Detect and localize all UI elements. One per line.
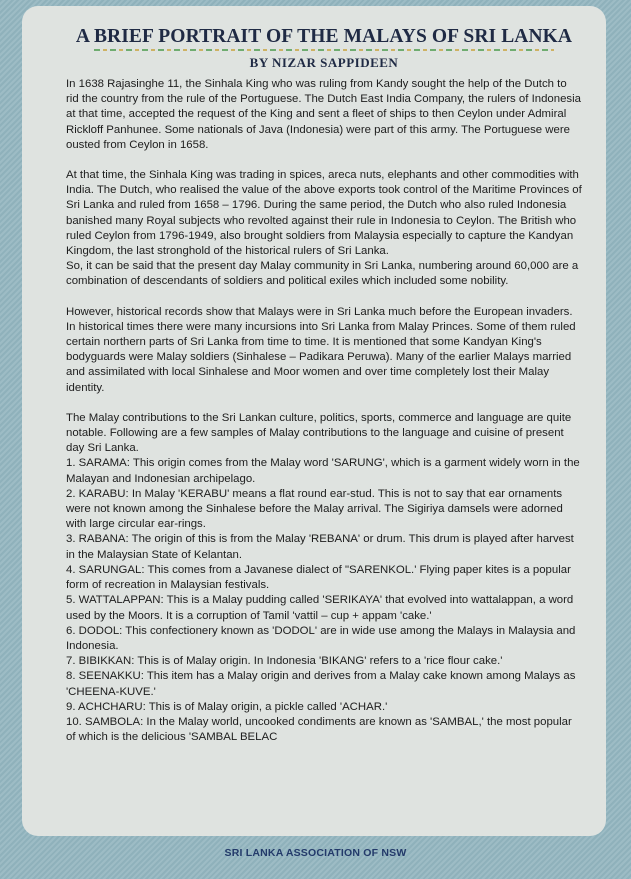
list-item-sarama: 1. SARAMA: This origin comes from the Malay word 'SARUNG', which is a garment widely worn in the Malayan and Indonesian archipelago. xyxy=(66,457,580,485)
list-item-karabu: 2. KARABU: In Malay 'KERABU' means a flat round ear-stud. This is not to say that ear ornaments were not known among the Sinhalese before the Malay arrival. The Sigiriya damsels were adorned with large circular ear-rings. xyxy=(66,487,563,531)
paragraph-community: So, it can be said that the present day Malay community in Sri Lanka, numbering around 60,000 are a combination of descendants of soldiers and political exiles which included some nobility. xyxy=(66,260,579,288)
list-item-rabana: 3. RABANA: The origin of this is from the Malay 'REBANA' or drum. This drum is played after harvest in the Malaysian State of Kelantan. xyxy=(66,533,574,561)
paragraph-intro: In 1638 Rajasinghe 11, the Sinhala King who was ruling from Kandy sought the help of the Dutch to rid the country from the rule of the Portuguese. The Dutch East India Company, the rulers of Indonesia at that time, accepted the request of the King and sent a fleet of ships to then Ceylon under Admiral Rickloff Panhunee. Some nationals of Java (Indonesia) were part of this army. The Portuguese were ousted from Ceylon in 1658. xyxy=(66,78,581,151)
list-item-sambola: 10. SAMBOLA: In the Malay world, uncooked condiments are known as 'SAMBAL,' the most popular of which is the delicious 'SAMBAL BELAC xyxy=(66,715,572,744)
list-item-achcharu: 9. ACHCHARU: This is of Malay origin, a pickle called 'ACHAR.' xyxy=(66,700,388,713)
list-item-seenakku: 8. SEENAKKU: This item has a Malay origin and derives from a Malay cake known among Malays as 'CHEENA-KUVE.' xyxy=(66,670,576,698)
list-item-dodol: 6. DODOL: This confectionery known as 'DODOL' are in wide use among the Malays in Malaysia and Indonesia. xyxy=(66,624,576,652)
page-footer: SRI LANKA ASSOCIATION OF NSW xyxy=(224,847,407,859)
article-body xyxy=(66,77,582,745)
paragraph-contributions: The Malay contributions to the Sri Lankan culture, politics, sports, commerce and language are quite notable. Following are a few samples of Malay contributions to the language and cuisine of present day Sri Lanka. xyxy=(66,411,572,455)
paragraph-trade: At that time, the Sinhala King was trading in spices, areca nuts, elephants and other commodities with India. The Dutch, who realised the value of the above exports took control of the Maritime Provinces of Sri Lanka and ruled from 1658 – 1796. During the same period, the Dutch who also ruled Indonesia banished many Royal subjects who revolted against their rule in Indonesia to Ceylon. The British who ruled Ceylon from 1796-1949, also brought soldiers from Malaysia especially to capture the Kandyan Kingdom, the last stronghold of the historical rulers of Sri Lanka. xyxy=(66,169,582,258)
list-item-sarungal: 4. SARUNGAL: This comes from a Javanese dialect of "SARENKOL.' Flying paper kites is a popular form of recreation in Malaysian festivals. xyxy=(66,563,571,592)
article-title: A BRIEF PORTRAIT OF THE MALAYS OF SRI LANKA xyxy=(75,26,573,47)
article-byline: BY NIZAR SAPPIDEEN xyxy=(249,55,399,70)
list-item-wattalappan: 5. WATTALAPPAN: This is a Malay pudding called 'SERIKAYA' that evolved into wattalappan, a word used by the Moors. It is a corruption of Tamil 'vattil – cup + appam 'cake.' xyxy=(66,594,574,622)
title-underline xyxy=(94,49,554,51)
list-item-bibikkan: 7. BIBIKKAN: This is of Malay origin. In Indonesia 'BIKANG' refers to a 'rice flour cake.' xyxy=(66,655,503,668)
paragraph-history: However, historical records show that Malays were in Sri Lanka much before the European invaders. In historical times there were many incursions into Sri Lanka from Malay Princes. Some of them ruled certain northern parts of Sri Lanka from time to time. It is mentioned that some Kandyan King's bodyguards were Malay soldiers (Sinhalese – Padikara Peruwa). Many of the earlier Malays married and assimilated with local Sinhalese and Moor women and over time completely lost their Malay identity. xyxy=(66,305,576,394)
article-panel xyxy=(22,6,606,836)
